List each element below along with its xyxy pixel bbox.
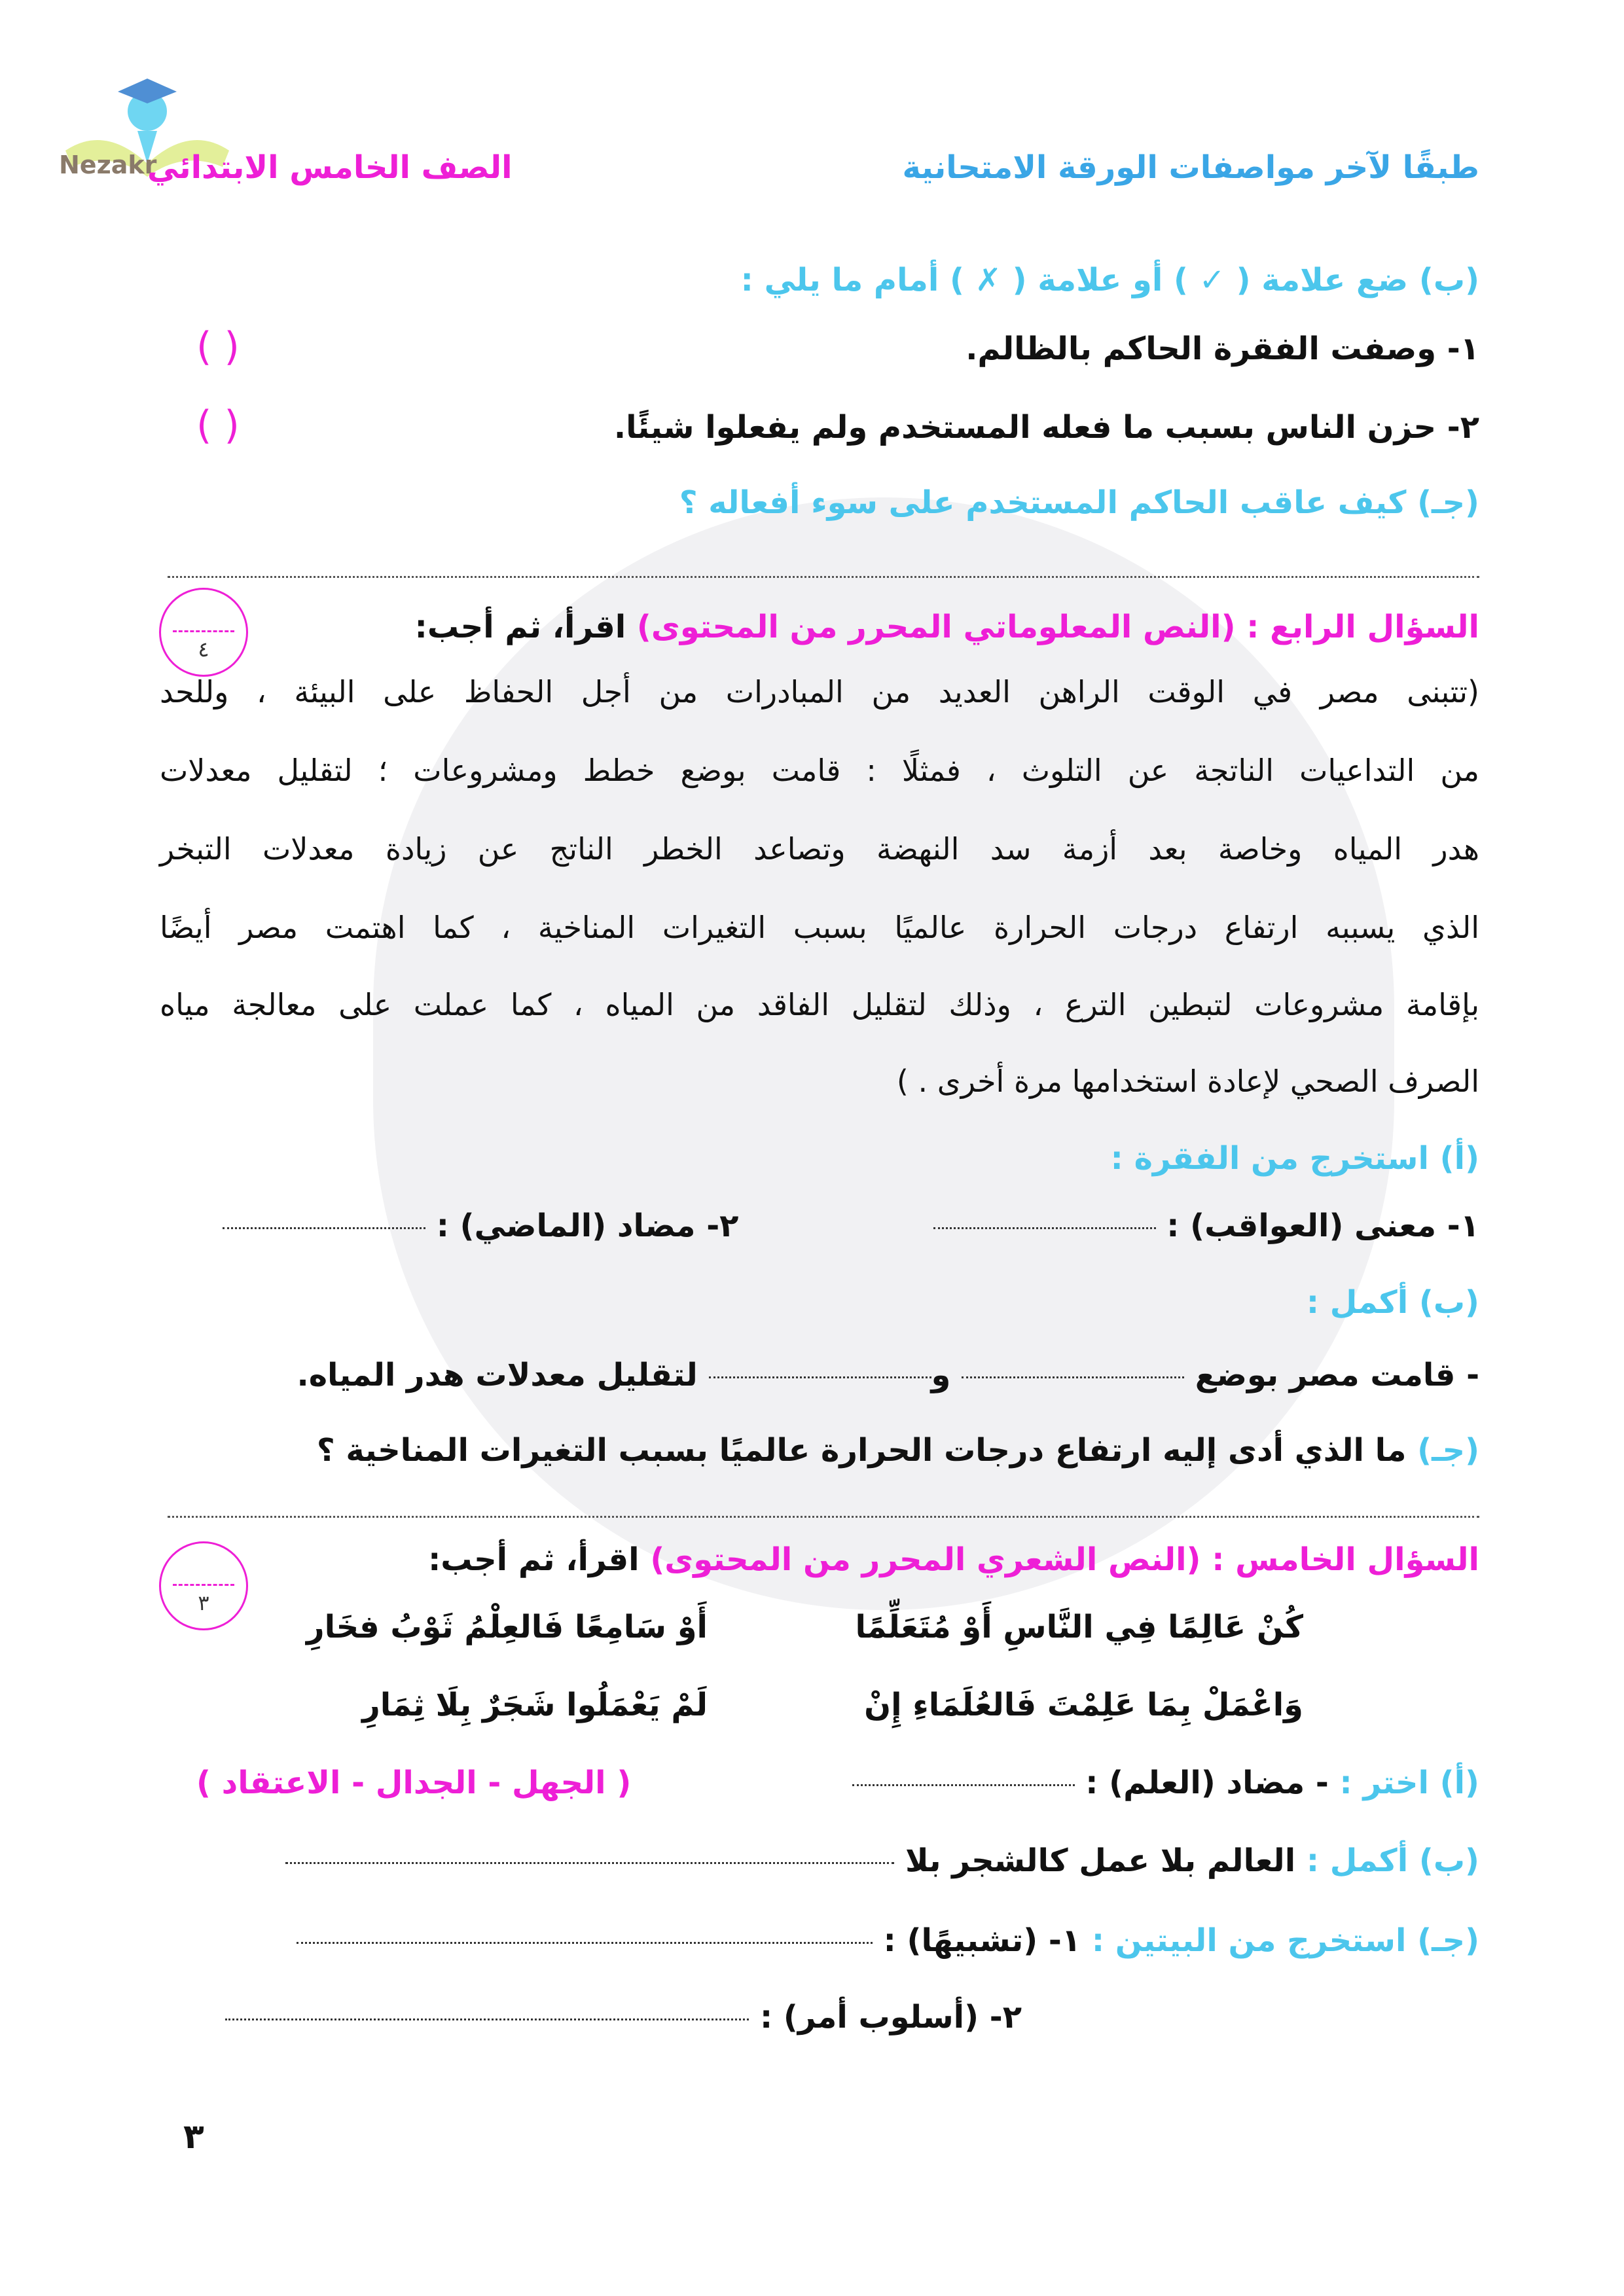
paragraph-line: (تتبنى مصر في الوقت الراهن العديد من المبادرات من أجل الحفاظ على البيئة ، وللحد xyxy=(160,674,1479,709)
answer-blank[interactable] xyxy=(933,1227,1156,1229)
q4-b-heading: (ب) أكمل : xyxy=(1306,1284,1479,1321)
answer-blank[interactable] xyxy=(297,1941,873,1944)
section-b-heading: (ب) ضع علامة ( ✓ ) أو علامة ( ✗ ) أمام ما يلي : xyxy=(740,262,1479,298)
paragraph-line: بإقامة مشروعات لتبطين الترع ، وذلك لتقليل الفاقد من المياه ، كما عملت على معالجة مياه xyxy=(160,987,1479,1022)
q4-b-and: و xyxy=(931,1357,951,1393)
paragraph-line: هدر المياه وخاصة بعد أزمة سد النهضة وتصاعد الخطر الناتج عن زيادة معدلات التبخر xyxy=(160,831,1479,867)
q5-score-circle xyxy=(159,1541,248,1630)
answer-blank[interactable] xyxy=(223,1227,425,1229)
q4-title: السؤال الرابع : (النص المعلوماتي المحرر من المحتوى) xyxy=(636,609,1479,645)
poem-verse-1-a: كُنْ عَالِمًا فِي النَّاسِ أَوْ مُتَعَلِّمًا xyxy=(855,1609,1303,1645)
q5-a-text: - مضاد (العلم) : xyxy=(1085,1765,1329,1801)
statement-1: ١- وصفت الفقرة الحاكم بالظالم. xyxy=(965,331,1479,367)
poem-verse-2-b: لَمْ يَعْمَلُوا شَجَرٌ بِلَا ثِمَارِ xyxy=(362,1687,708,1723)
q5-score: ٣ xyxy=(198,1590,209,1615)
answer-box-2[interactable]: ( ) xyxy=(196,403,240,448)
q5-a-options: ( الجهل - الجدال - الاعتقاد ) xyxy=(196,1765,632,1801)
answer-blank[interactable] xyxy=(709,1376,931,1378)
q5-b-label: (ب) أكمل : xyxy=(1306,1842,1479,1879)
section-c-question: (جـ) كيف عاقب الحاكم المستخدم على سوء أفعاله ؟ xyxy=(679,484,1479,521)
q5-instruction: اقرأ، ثم أجب: xyxy=(428,1541,640,1578)
q4-b-sentence xyxy=(297,1357,1479,1393)
answer-box-1[interactable]: ( ) xyxy=(196,324,240,370)
q5-a xyxy=(852,1765,1480,1801)
paragraph-line: الذي يسببه ارتفاع درجات الحرارة عالميًا بسبب التغيرات المناخية ، كما اهتمت مصر أيضًا xyxy=(160,910,1479,945)
poem-verse-2-a: وَاعْمَلْ بِمَا عَلِمْتَ فَالعُلَمَاءِ إِنْ xyxy=(864,1687,1303,1723)
q5-b xyxy=(285,1842,1479,1879)
q4-a-item2 xyxy=(223,1208,738,1244)
q5-c-label: (جـ) استخرج من البيتين : xyxy=(1091,1922,1479,1959)
q4-b-part2: لتقليل معدلات هدر المياه. xyxy=(297,1357,698,1393)
q4-a-heading: (أ) استخرج من الفقرة : xyxy=(1110,1140,1479,1177)
logo-text: Nezakr xyxy=(59,151,157,179)
spec-title: طبقًا لآخر مواصفات الورقة الامتحانية xyxy=(902,149,1479,186)
q5-c xyxy=(297,1922,1479,1959)
q4-score-circle xyxy=(159,588,248,677)
q4-c-question: ما الذي أدى إليه ارتفاع درجات الحرارة عالميًا بسبب التغيرات المناخية ؟ xyxy=(316,1432,1407,1469)
q5-heading xyxy=(428,1541,1479,1578)
q4-a-item2-label: ٢- مضاد (الماضي) : xyxy=(436,1208,739,1244)
divider xyxy=(168,1516,1479,1518)
grade-title: الصف الخامس الابتدائي xyxy=(147,149,513,186)
q5-c-2 xyxy=(225,1999,1022,2036)
q4-a-item1-label: ١- معنى (العواقب) : xyxy=(1166,1208,1479,1244)
q4-heading xyxy=(415,609,1479,645)
divider xyxy=(168,576,1479,578)
q4-b-part1: - قامت مصر بوضع xyxy=(1195,1357,1479,1393)
q4-instruction: اقرأ، ثم أجب: xyxy=(414,609,626,645)
statement-2: ٢- حزن الناس بسبب ما فعله المستخدم ولم يفعلوا شيئًا. xyxy=(613,409,1479,446)
q4-c xyxy=(317,1432,1479,1469)
answer-blank[interactable] xyxy=(225,2018,749,2020)
answer-blank[interactable] xyxy=(962,1376,1184,1378)
q5-title: السؤال الخامس : (النص الشعري المحرر من المحتوى) xyxy=(650,1541,1479,1578)
answer-blank[interactable] xyxy=(852,1784,1075,1786)
q4-score: ٤ xyxy=(198,637,209,662)
q5-a-label: (أ) اختر : xyxy=(1339,1765,1479,1801)
q5-c-item1: ١- (تشبيهًا) : xyxy=(883,1922,1081,1959)
q5-c-item2: ٢- (أسلوب أمر) : xyxy=(759,1999,1022,2036)
q5-b-text: العالم بلا عمل كالشجر بلا xyxy=(905,1842,1296,1879)
page-number: ٣ xyxy=(183,2117,204,2157)
q4-a-item1 xyxy=(933,1208,1479,1244)
paragraph-line: الصرف الصحي لإعادة استخدامها مرة أخرى . ) xyxy=(896,1064,1479,1099)
poem-verse-1-b: أَوْ سَامِعًا فَالعِلْمُ ثَوْبُ فخَارِ xyxy=(306,1609,708,1645)
q4-c-label: (جـ) xyxy=(1417,1432,1479,1469)
paragraph-line: من التداعيات الناتجة عن التلوث ، فمثلًا : قامت بوضع خطط ومشروعات ؛ لتقليل معدلات xyxy=(160,753,1479,788)
answer-blank[interactable] xyxy=(285,1861,894,1864)
